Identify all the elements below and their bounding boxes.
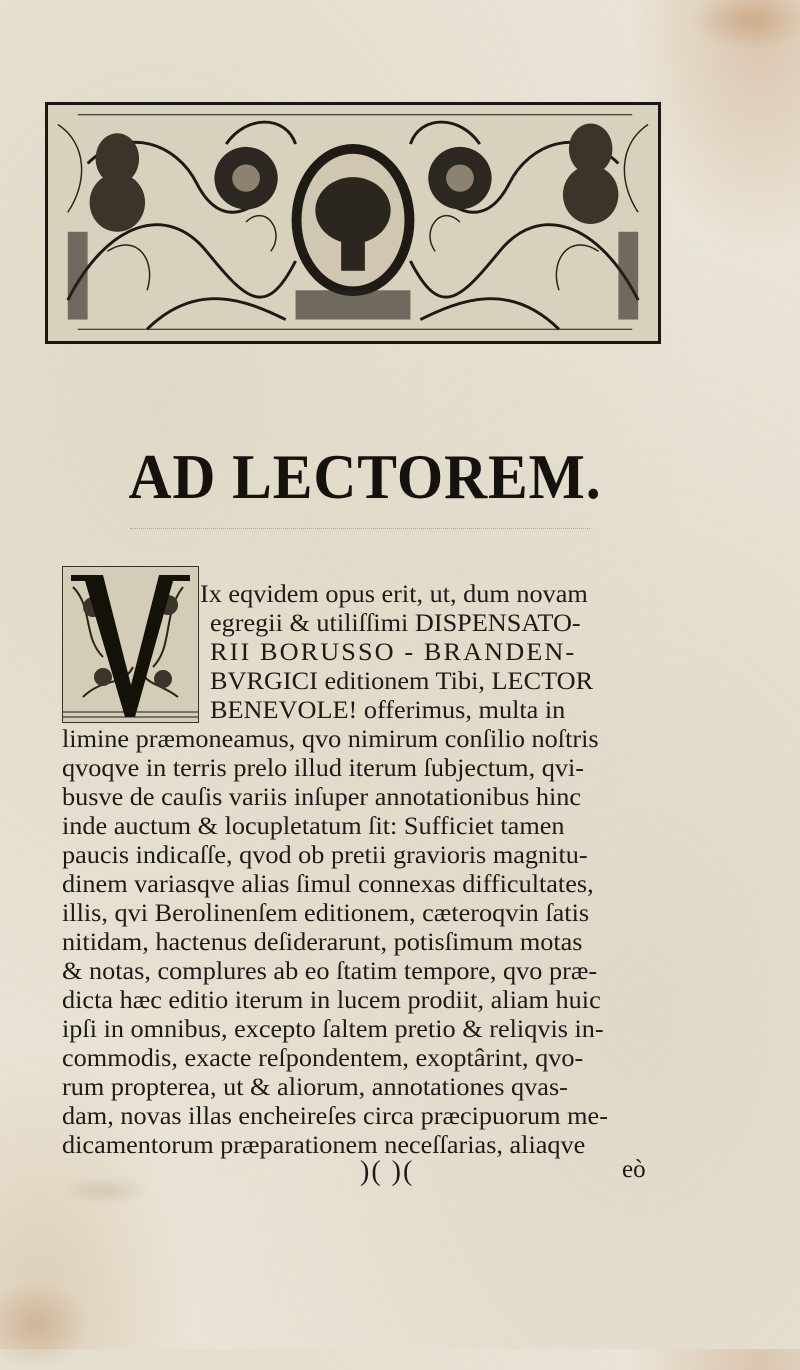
text-line-7: qvoqve in terris prelo illud iterum ſubjectum, qvi- [62, 755, 584, 782]
text-line-15: dicta hæc editio iterum in lucem prodiit, aliam huic [62, 987, 601, 1014]
signature-mark: )( )( [360, 1156, 415, 1187]
text-line-19: dam, novas illas encheireſes circa præcipuorum me- [62, 1103, 608, 1130]
text-line-14: & notas, complures ab eo ſtatim tempore, qvo præ- [62, 958, 598, 985]
text-line-17: commodis, exacte reſpondentem, exoptârint, qvo- [62, 1045, 584, 1072]
text-line-3: RII BORUSSO - BRANDEN- [210, 639, 577, 666]
text-line-12: illis, qvi Berolinenſem editionem, cæteroqvin ſatis [62, 900, 590, 927]
text-line-20: dicamentorum præparationem neceſſarias, aliaqve [62, 1132, 586, 1159]
text-line-4: BVRGICI editionem Tibi, LECTOR [210, 668, 594, 695]
headpiece-woodcut [48, 105, 658, 341]
text-line-1 [200, 580, 588, 610]
decorated-initial [62, 566, 199, 723]
text-line-10: paucis indicaſſe, qvod ob pretii gravioris magnitu- [62, 842, 588, 869]
ornamental-headpiece-icon [45, 102, 661, 344]
paper-stain [60, 1175, 150, 1205]
text-line-13: nitidam, hactenus deſiderarunt, potisſimum motas [62, 929, 583, 956]
text-line-2: egregii & utiliſſimi DISPENSATO- [210, 610, 581, 637]
text-line-11: dinem variasqve alias ſimul connexas difficultates, [62, 871, 594, 898]
page-title: AD LECTOREM. [128, 441, 602, 512]
catchword: eò [622, 1156, 646, 1183]
paper-stain [690, 0, 800, 50]
text-line-9: inde auctum & locupletatum ſit: Sufficiet tamen [62, 813, 565, 840]
text-line-6: limine præmoneamus, qvo nimirum conſilio noſtris [62, 726, 599, 753]
foliage-initial-icon [63, 567, 198, 722]
paper-stain [0, 1280, 90, 1370]
show-through-text [45, 345, 665, 413]
text-line-5: BENEVOLE! offerimus, multa in [210, 697, 566, 724]
text-line-18: rum propterea, ut & aliorum, annotationes qvas- [62, 1074, 568, 1101]
line-text: Ix eqvidem opus erit, ut, dum novam [200, 581, 588, 608]
text-line-8: busve de cauſis variis inſuper annotationibus hinc [62, 784, 582, 811]
title-divider [130, 528, 590, 529]
text-line-16: ipſi in omnibus, excepto ſaltem pretio & reliqvis in- [62, 1016, 604, 1043]
